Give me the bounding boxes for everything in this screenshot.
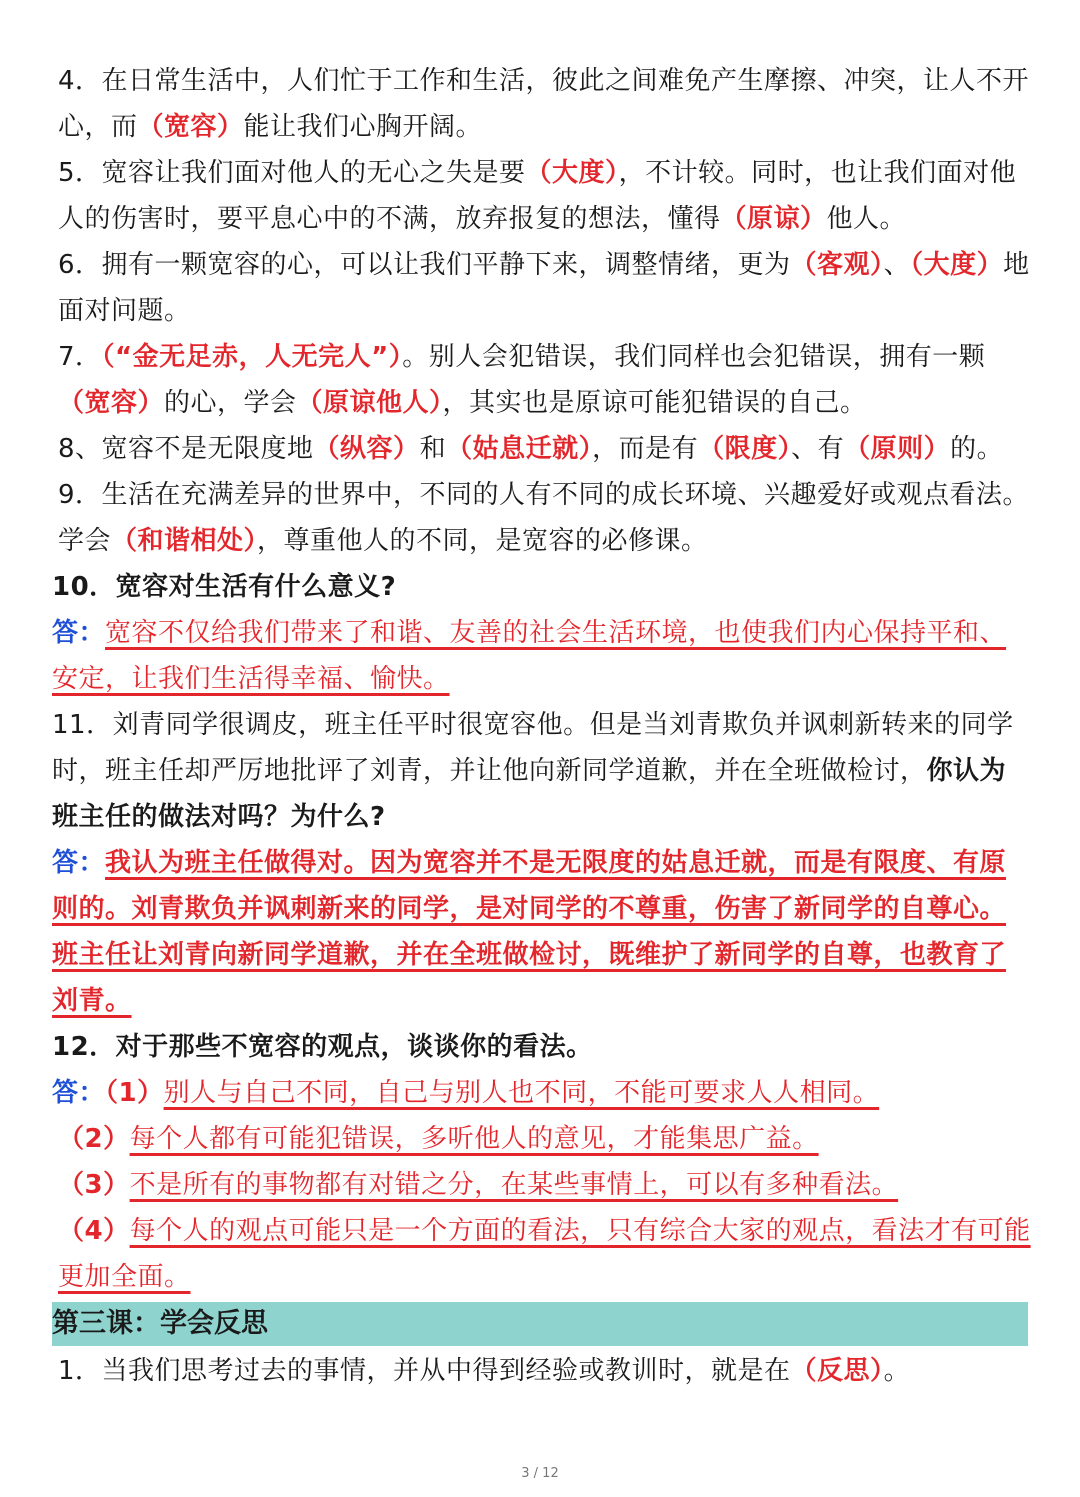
question-4: [52, 58, 1032, 150]
point-text: 每个人都有可能犯错误，多听他人的意见，才能集思广益。: [129, 1124, 819, 1154]
answer-label: 答：: [52, 618, 106, 648]
question-10: 10．宽容对生活有什么意义?: [52, 572, 397, 602]
question-8: [52, 426, 1032, 472]
answer-11: [52, 840, 1032, 1024]
q11-text-1: 11．刘青同学很调皮，班主任平时很宽容他。但是当刘青欺负并讽刺新转来的同学时，班主任却严厉地批评了刘青，并让他向新同学道歉，并在全班做检讨，: [52, 710, 1014, 786]
section-question-1: [52, 1348, 1032, 1394]
page-content: [52, 58, 1032, 1394]
s1-text-1: 1．当我们思考过去的事情，并从中得到经验或教训时，就是在: [58, 1356, 791, 1386]
point-number: （1）: [105, 1078, 164, 1108]
q7-text-4: ，其实也是原谅可能犯错误的自己。: [442, 388, 867, 418]
q7-answer-2: （宽容）: [58, 388, 165, 418]
q4-answer-1: （宽容）: [137, 112, 244, 142]
question-6: [52, 242, 1032, 334]
q7-answer-1: （“金无足赤，人无完人”）: [101, 342, 403, 372]
q9-answer-1: （和谐相处）: [111, 526, 258, 556]
point-number: （3）: [58, 1170, 130, 1200]
question-11: [52, 702, 1032, 840]
q11-text-2: 你认为班主任的做法对吗？为什么?: [52, 756, 1007, 832]
s1-text-2: 。: [883, 1356, 911, 1386]
q9-text-1: 9．生活在充满差异的世界中，不同的人有不同的成长环境、兴趣爱好或观点看法。学会: [58, 480, 1030, 556]
point-number: （2）: [58, 1124, 130, 1154]
q8-answer-4: （原则）: [844, 434, 951, 464]
question-9: [52, 472, 1032, 564]
answer-12-point-2: [52, 1116, 1032, 1162]
q5-answer-1: （大度）: [525, 158, 619, 188]
answer-12-point-4: [52, 1208, 1032, 1300]
question-7: [52, 334, 1032, 426]
q8-answer-3: （限度）: [698, 434, 792, 464]
q6-text-1: 6．拥有一颗宽容的心，可以让我们平静下来，调整情绪，更为: [58, 250, 791, 280]
q8-text-5: 的。: [950, 434, 1004, 464]
answer-label: 答：: [52, 1078, 106, 1108]
q8-answer-1: （纵容）: [313, 434, 420, 464]
q5-text-3: 他人。: [826, 204, 907, 234]
question-5: [52, 150, 1032, 242]
answer-12-point-1: [52, 1070, 1032, 1116]
q4-text-1: 4．在日常生活中，人们忙于工作和生活，彼此之间难免产生摩擦、冲突，让人不开心，而: [58, 66, 1030, 142]
question-12: 12．对于那些不宽容的观点，谈谈你的看法。: [52, 1032, 593, 1062]
q5-text-1: 5．宽容让我们面对他人的无心之失是要: [58, 158, 526, 188]
point-text: 每个人的观点可能只是一个方面的看法，只有综合大家的观点，看法才有可能更加全面。: [58, 1216, 1031, 1292]
point-number: （4）: [58, 1216, 130, 1246]
q8-text-3: ，而是有: [592, 434, 699, 464]
answer-10-text: 宽容不仅给我们带来了和谐、友善的社会生活环境，也使我们内心保持平和、安定，让我们生活得幸福、愉快。: [52, 618, 1007, 694]
answer-label: 答：: [52, 848, 106, 878]
q4-text-2: 能让我们心胸开阔。: [243, 112, 483, 142]
page-number: 3 / 12: [521, 1466, 559, 1481]
q7-text-2: 。别人会犯错误，我们同样也会犯错误，拥有一颗: [402, 342, 986, 372]
section-heading: 第三课：学会反思: [52, 1302, 1028, 1346]
s1-answer-1: （反思）: [790, 1356, 884, 1386]
point-text: 别人与自己不同，自己与别人也不同，不能可要求人人相同。: [163, 1078, 880, 1108]
q8-text-2: 和: [419, 434, 447, 464]
q6-answer-1: （客观）: [790, 250, 884, 280]
point-text: 不是所有的事物都有对错之分，在某些事情上，可以有多种看法。: [129, 1170, 899, 1200]
q8-answer-2: （姑息迁就）: [446, 434, 593, 464]
q6-answer-2: （大度）: [910, 250, 1004, 280]
q6-text-3: 地面对问题。: [58, 250, 1030, 326]
q8-text-1: 8、宽容不是无限度地: [58, 434, 314, 464]
q8-text-4: 、有: [791, 434, 845, 464]
answer-10: [52, 610, 1032, 702]
q5-text-2: ，不计较。同时，也让我们面对他人的伤害时，要平息心中的不满，放弃报复的想法，懂得: [58, 158, 1017, 234]
answer-11-text: 我认为班主任做得对。因为宽容并不是无限度的姑息迁就，而是有限度、有原则的。刘青欺负并讽刺新来的同学，是对同学的不尊重，伤害了新同学的自尊心。班主任让刘青向新同学道歉，并在全班做检讨，既维护了新同学的自尊，也教育了刘青。: [52, 848, 1007, 1016]
answer-12-point-3: [52, 1162, 1032, 1208]
q7-text-1: 7．: [58, 342, 102, 372]
q7-answer-3: （原谅他人）: [296, 388, 443, 418]
q9-text-2: ，尊重他人的不同，是宽容的必修课。: [257, 526, 708, 556]
q6-text-2: 、: [883, 250, 911, 280]
q7-text-3: 的心，学会: [164, 388, 297, 418]
q5-answer-2: （原谅）: [720, 204, 827, 234]
